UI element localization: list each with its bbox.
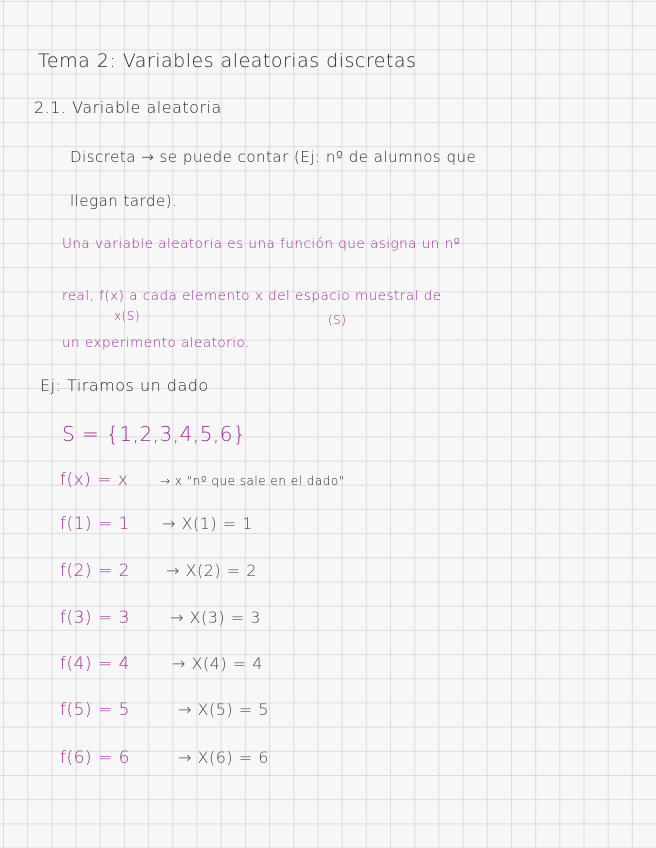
section-heading: 2.1. Variable aleatoria [34,98,222,117]
definition-line-1: Una variable aleatoria es una función que asigna un nº [62,236,461,252]
example-row-left: f(1) = 1 [60,514,130,534]
example-row-left: f(5) = 5 [60,700,130,720]
definition-line-3: un experimento aleatorio. [62,335,250,351]
example-row-left: f(3) = 3 [60,608,130,628]
example-row-right: → X(6) = 6 [178,748,269,767]
definition-line-2: real, f(x) a cada elemento x del espacio muestral de [62,288,442,304]
example-row-right: → X(1) = 1 [162,514,253,533]
function-definition: f(x) = x [60,470,129,490]
function-description: → x "nº que sale en el dado" [160,474,345,488]
definition-note-s: (S) [328,313,347,327]
example-row-right: → X(3) = 3 [170,608,261,627]
example-row-left: f(2) = 2 [60,561,130,581]
definition-note-xs: x(S) [114,309,141,323]
discreta-line-2: llegan tarde). [70,192,178,210]
page-title: Tema 2: Variables aleatorias discretas [38,50,417,72]
sample-space-set: S = {1,2,3,4,5,6} [62,422,247,446]
example-row-right: → X(2) = 2 [166,561,257,580]
example-row-left: f(6) = 6 [60,748,130,768]
example-row-right: → X(4) = 4 [172,654,263,673]
example-row-right: → X(5) = 5 [178,700,269,719]
example-row-left: f(4) = 4 [60,654,130,674]
discreta-line-1: Discreta → se puede contar (Ej: nº de alumnos que [70,148,477,166]
example-heading: Ej: Tiramos un dado [40,376,209,395]
